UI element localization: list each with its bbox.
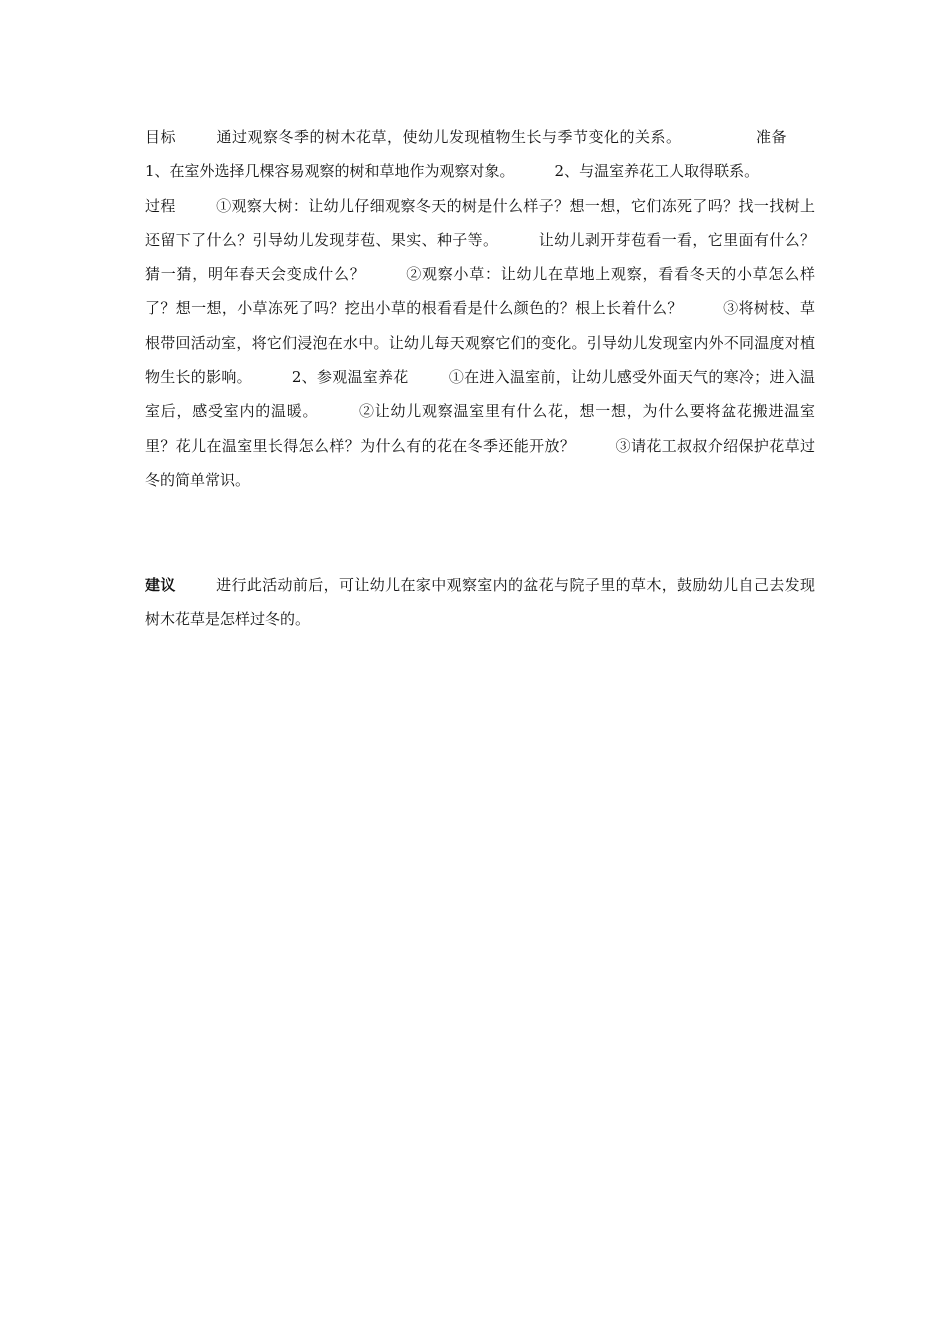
process-part-2-step-1: ①在进入温室前，让幼儿感受外面天气的寒冷；进入温室后，感受室内的温暖。 (145, 368, 815, 421)
main-activity-text (145, 120, 815, 497)
preparation-item-1: 1、在室外选择几棵容易观察的树和草地作为观察对象。 (145, 162, 515, 181)
suggestion-text (145, 568, 815, 637)
process-part-2-step-3: ③请花工叔叔介绍保护花草过冬的简单常识。 (145, 436, 815, 489)
suggestion-heading: 建议 (145, 576, 176, 594)
goal-heading: 目标 (145, 128, 176, 146)
suggestion-body: 进行此活动前后，可让幼儿在家中观察室内的盆花与院子里的草木，鼓励幼儿自己去发现树木花草是怎样过冬的。 (145, 576, 815, 629)
process-part-2-title: 2、参观温室养花 (291, 368, 409, 387)
process-step-3: ③将树枝、草根带回活动室，将它们浸泡在水中。让幼儿每天观察它们的变化。引导幼儿发现室内外不同温度对植物生长的影响。 (145, 299, 815, 387)
goal-body: 通过观察冬季的树木花草，使幼儿发现植物生长与季节变化的关系。 (216, 128, 682, 146)
preparation-item-2: 2、与温室养花工人取得联系。 (554, 162, 760, 181)
process-step-1b: 让幼儿剥开芽苞看一看，它里面有什么？猜一猜，明年春天会变成什么？ (145, 230, 815, 284)
process-heading: 过程 (145, 196, 176, 215)
process-step-1: ①观察大树：让幼儿仔细观察冬天的树是什么样子？想一想，它们冻死了吗？找一找树上还留下了什么？引导幼儿发现芽苞、果实、种子等。 (145, 196, 815, 249)
preparation-heading: 准备 (755, 128, 787, 146)
process-part-2-step-2: ②让幼儿观察温室里有什么花，想一想，为什么要将盆花搬进温室里？花儿在温室里长得怎么样？为什么有的花在冬季还能开放？ (145, 402, 815, 455)
process-step-2: ②观察小草：让幼儿在草地上观察，看看冬天的小草怎么样了？想一想，小草冻死了吗？挖出小草的根看看是什么颜色的？根上长着什么？ (145, 265, 815, 318)
